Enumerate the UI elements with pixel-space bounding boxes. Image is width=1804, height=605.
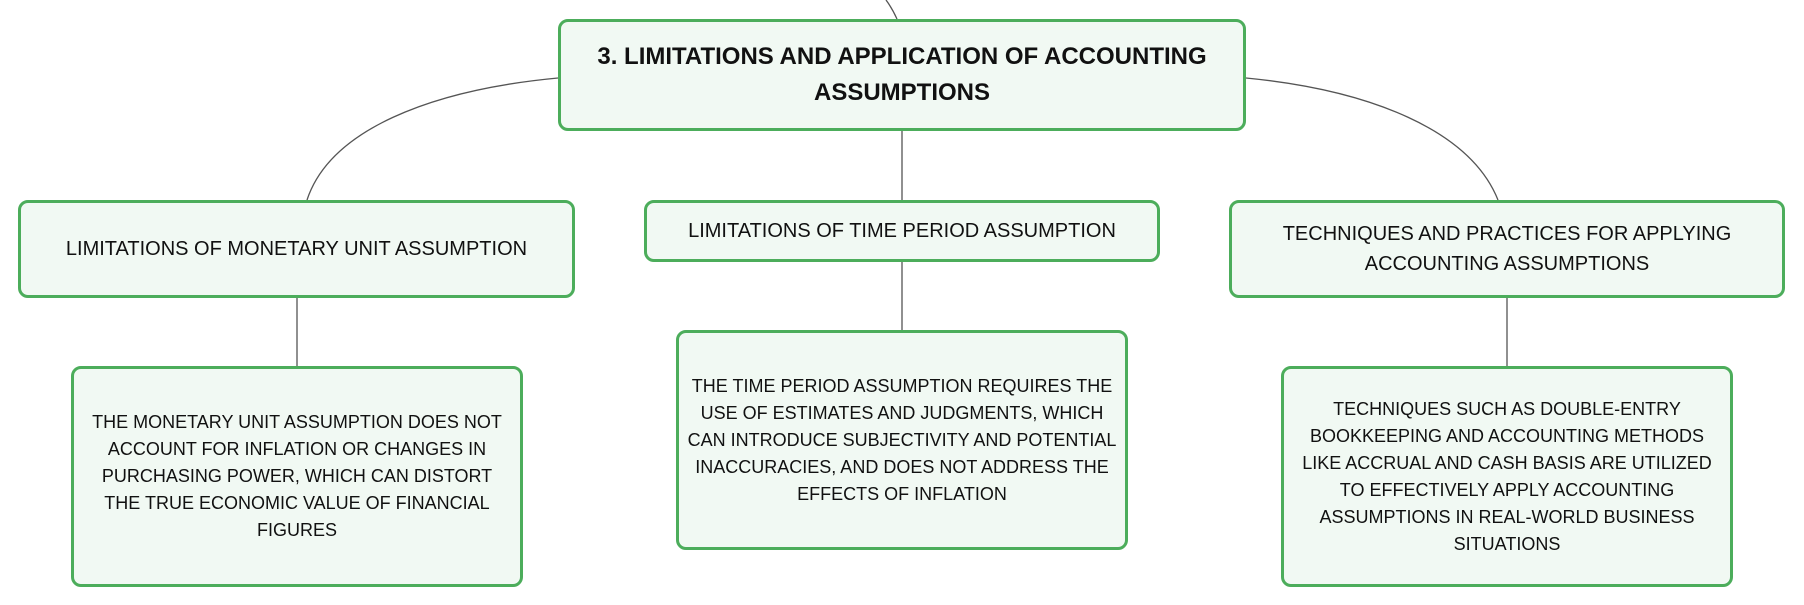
branch-monetary-unit-limitations[interactable] <box>18 200 575 298</box>
detail-techniques-and-practices[interactable] <box>1281 366 1733 587</box>
detail-monetary-unit-limitations[interactable] <box>71 366 523 587</box>
detail-text: THE MONETARY UNIT ASSUMPTION DOES NOT ACCOUNT FOR INFLATION OR CHANGES IN PURCHASING POWER, WHICH CAN DISTORT THE TRUE ECONOMIC VALUE OF FINANCIAL FIGURES <box>92 412 502 540</box>
detail-text: THE TIME PERIOD ASSUMPTION REQUIRES THE USE OF ESTIMATES AND JUDGMENTS, WHICH CAN INTRODUCE SUBJECTIVITY AND POTENTIAL INACCURACIES, AND DOES NOT ADDRESS THE EFFECTS OF INFLATION <box>687 375 1117 504</box>
root-topic-title: 3. LIMITATIONS AND APPLICATION OF ACCOUNTING ASSUMPTIONS <box>597 43 1207 106</box>
branch-label: LIMITATIONS OF TIME PERIOD ASSUMPTION <box>688 220 1116 242</box>
detail-text: TECHNIQUES SUCH AS DOUBLE-ENTRY BOOKKEEPING AND ACCOUNTING METHODS LIKE ACCRUAL AND CASH BASIS ARE UTILIZED TO EFFECTIVELY APPLY ACCOUNTING ASSUMPTIONS IN REAL-WORLD BUSINESS SITUATIONS <box>1302 398 1712 554</box>
branch-label: LIMITATIONS OF MONETARY UNIT ASSUMPTION <box>65 238 528 260</box>
branch-time-period-limitations[interactable] <box>644 200 1160 262</box>
detail-time-period-limitations[interactable] <box>676 330 1128 550</box>
branch-label: TECHNIQUES AND PRACTICES FOR APPLYING ACCOUNTING ASSUMPTIONS <box>1282 223 1732 275</box>
root-to-branch-3-connector <box>1246 78 1498 200</box>
parent-connector <box>886 0 897 19</box>
branch-techniques-and-practices[interactable] <box>1229 200 1785 298</box>
root-to-branch-1-connector <box>307 78 558 200</box>
root-topic-node[interactable] <box>558 19 1246 131</box>
